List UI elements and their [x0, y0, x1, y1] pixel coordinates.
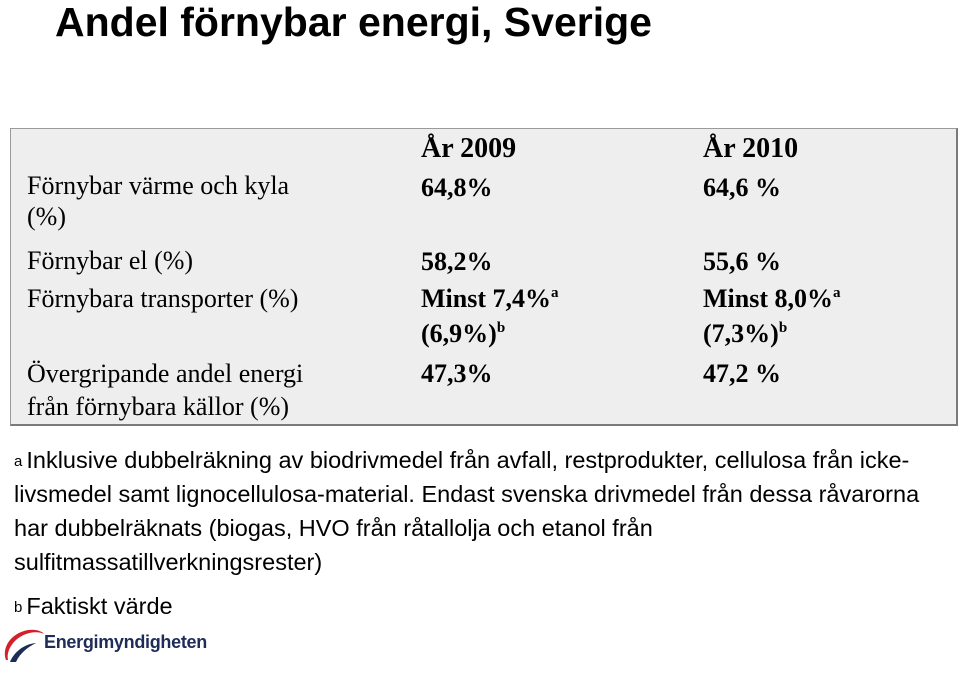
row-label-overall-line1: Övergripande andel energi	[27, 359, 304, 388]
footnote-b-text: Faktiskt värde	[26, 593, 173, 619]
footnote-b-marker: b	[14, 599, 23, 616]
row-label-electricity: Förnybar el (%)	[27, 246, 194, 275]
header-2010: År 2010	[703, 133, 799, 164]
row-label-transport: Förnybara transporter (%)	[27, 284, 299, 313]
row-label-heating-line2: (%)	[27, 202, 66, 231]
row-label-overall-line2: från förnybara källor (%)	[27, 392, 290, 421]
row-label-heating-line1: Förnybar värme och kyla	[27, 171, 290, 200]
footnote-marker-a: a	[833, 285, 841, 301]
value-electricity-2010: 55,6 %	[703, 247, 781, 276]
logo-swoosh-icon	[0, 622, 46, 669]
footnotes	[14, 443, 954, 619]
value-transport-2010-line1: Minst 8,0%$^a$	[703, 284, 841, 313]
data-table	[10, 128, 958, 426]
value-transport-2009-line1: Minst 7,4%$^a$	[421, 284, 559, 313]
value-overall-2010: 47,2 %	[703, 359, 781, 388]
footnote-b	[14, 589, 173, 623]
footnote-a-marker: a	[14, 453, 23, 470]
header-2009: År 2009	[421, 133, 517, 164]
value-transport-2010-line2: $(7,3\%)^b$	[703, 319, 788, 348]
footnote-a	[14, 443, 954, 579]
value-heating-2009: 64,8%	[421, 173, 493, 202]
value-transport-2009-line2: $(6,9\%)^b$	[421, 319, 506, 348]
footnote-marker-a: a	[551, 285, 559, 301]
logo-text: Energimyndigheten	[44, 632, 207, 652]
footnote-marker-b: b	[778, 320, 788, 336]
footnote-marker-b: b	[496, 320, 506, 336]
value-electricity-2009: 58,2%	[421, 247, 493, 276]
footnote-a-text: Inklusive dubbelräkning av biodrivmedel från avfall, restprodukter, cellulosa från icke-livsmedel samt lignocellulosa-material. Endast svenska drivmedel från dessa råvarorna har dubbelräknats (biogas, HVO från råtallolja och etanol från sulfitmassatillverkningsrester)	[14, 447, 920, 575]
value-heating-2010: 64,6 %	[703, 173, 781, 202]
page-title: Andel förnybar energi, Sverige	[55, 0, 652, 45]
value-overall-2009: 47,3%	[421, 359, 493, 388]
energimyndigheten-logo	[0, 622, 207, 669]
